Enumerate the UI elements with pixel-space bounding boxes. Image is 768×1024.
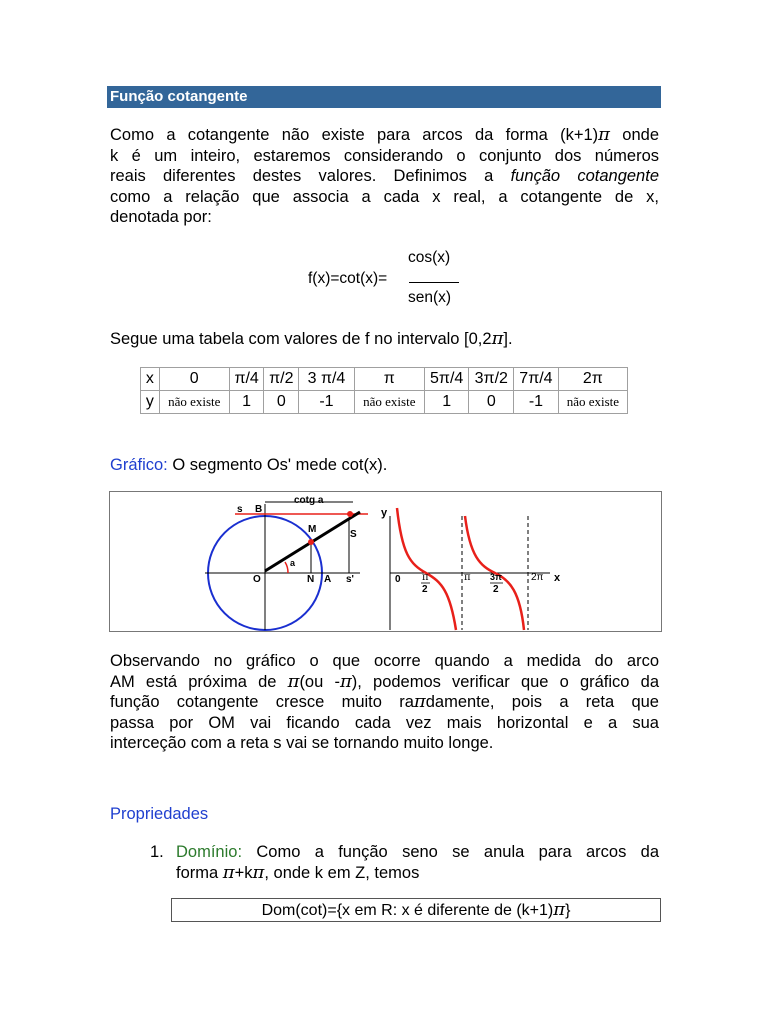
- table-intro: Segue uma tabela com valores de f no intervalo [0,2π].: [110, 328, 513, 349]
- formula-denominator: sen(x): [408, 289, 452, 306]
- intro-line-1: Como a cotangente não existe para arcos da forma (k+1)π onde: [110, 124, 660, 145]
- tick-zero: 0: [395, 574, 401, 585]
- point-S-marker: [347, 511, 353, 517]
- table-row-x: [141, 368, 628, 391]
- x-cell: 0: [159, 368, 229, 391]
- angle-arc: [285, 562, 288, 573]
- figure-svg: [110, 492, 661, 631]
- label-s-prime: s': [346, 574, 354, 585]
- y-cell: -1: [299, 391, 355, 414]
- section-header: [107, 86, 661, 108]
- cotg-label: cotg a: [294, 495, 324, 506]
- intro-line-3: reais diferentes destes valores. Definimos a função cotangente: [110, 167, 659, 185]
- y-axis-label: y: [381, 507, 388, 519]
- x-label: x: [141, 368, 160, 391]
- x-cell: 3π/2: [469, 368, 514, 391]
- label-N: N: [307, 574, 315, 585]
- x-cell: 2π: [558, 368, 627, 391]
- label-s: s: [237, 504, 243, 515]
- tick-pi: π: [464, 572, 471, 583]
- fraction-bar: [409, 282, 459, 283]
- propriedades-heading: Propriedades: [110, 805, 209, 823]
- obs-line-1: Observando no gráfico o que ocorre quando a medida do arco: [110, 652, 659, 670]
- tick-pi-half-num: π: [422, 572, 429, 583]
- tick-3pi-half-num: 3π: [490, 572, 502, 582]
- dominio-line-2: forma π+kπ, onde k em Z, temos: [176, 861, 420, 883]
- table-row-y: [141, 391, 628, 414]
- intro-line-2: k é um inteiro, estaremos considerando o conjunto dos números: [110, 146, 659, 165]
- values-table: [140, 367, 628, 414]
- label-B: B: [255, 504, 263, 515]
- y-label: y: [141, 391, 160, 414]
- obs-line-2: AM está próxima de π(ou -π), podemos verificar que o gráfico da: [110, 670, 659, 692]
- y-cell: não existe: [558, 391, 627, 414]
- intro-line-4: como a relação que associa a cada x real, a cotangente de x,: [110, 187, 659, 206]
- obs-line-4: passa por OM vai ficando cada vez mais horizontal e a sua: [110, 713, 659, 732]
- x-cell: π/4: [229, 368, 264, 391]
- section-title: Função cotangente: [110, 88, 248, 105]
- x-cell: 7π/4: [514, 368, 559, 391]
- y-cell: -1: [514, 391, 559, 414]
- tick-3pi-half-den: 2: [493, 584, 499, 595]
- intro-paragraph: [110, 125, 659, 228]
- grafico-label: Gráfico:: [110, 456, 168, 474]
- y-cell: 0: [264, 391, 299, 414]
- label-M: M: [308, 524, 317, 535]
- formula-numerator: cos(x): [408, 249, 451, 266]
- x-cell: 3 π/4: [299, 368, 355, 391]
- tick-2pi: 2π: [531, 572, 544, 583]
- term-emphasis: função cotangente: [510, 167, 659, 185]
- point-M: [308, 539, 314, 545]
- grafico-caption: Gráfico: O segmento Os' mede cot(x).: [110, 456, 388, 474]
- y-cell: não existe: [159, 391, 229, 414]
- x-axis-label: x: [554, 572, 561, 584]
- intro-line-5: denotada por:: [110, 208, 212, 226]
- observation-paragraph: [110, 651, 659, 754]
- formula-lhs: f(x)=cot(x)=: [308, 270, 388, 287]
- y-cell: não existe: [354, 391, 424, 414]
- label-A: A: [324, 574, 332, 585]
- tick-pi-half-den: 2: [422, 584, 428, 595]
- obs-line-3: função cotangente cresce muito raπdamente, pois a reta que: [110, 691, 659, 712]
- y-cell: 0: [469, 391, 514, 414]
- pi-symbol: π: [598, 124, 610, 145]
- dominio-line-1: Domínio: Como a função seno se anula para arcos da: [176, 843, 659, 861]
- label-a: a: [290, 558, 296, 568]
- label-O: O: [253, 574, 261, 585]
- dominio-item: [176, 842, 659, 883]
- label-S: S: [350, 529, 357, 540]
- x-cell: π/2: [264, 368, 299, 391]
- cot-curve-1: [397, 508, 456, 630]
- domain-box: Dom(cot)={x em R: x é diferente de (k+1)π}: [171, 898, 661, 922]
- cotangent-figure: [109, 491, 662, 632]
- y-cell: 1: [229, 391, 264, 414]
- y-cell: 1: [424, 391, 469, 414]
- dominio-label: Domínio:: [176, 843, 243, 861]
- x-cell: 5π/4: [424, 368, 469, 391]
- obs-line-5: interceção com a reta s vai se tornando muito longe.: [110, 734, 494, 752]
- dominio-number: 1.: [150, 843, 164, 861]
- x-cell: π: [354, 368, 424, 391]
